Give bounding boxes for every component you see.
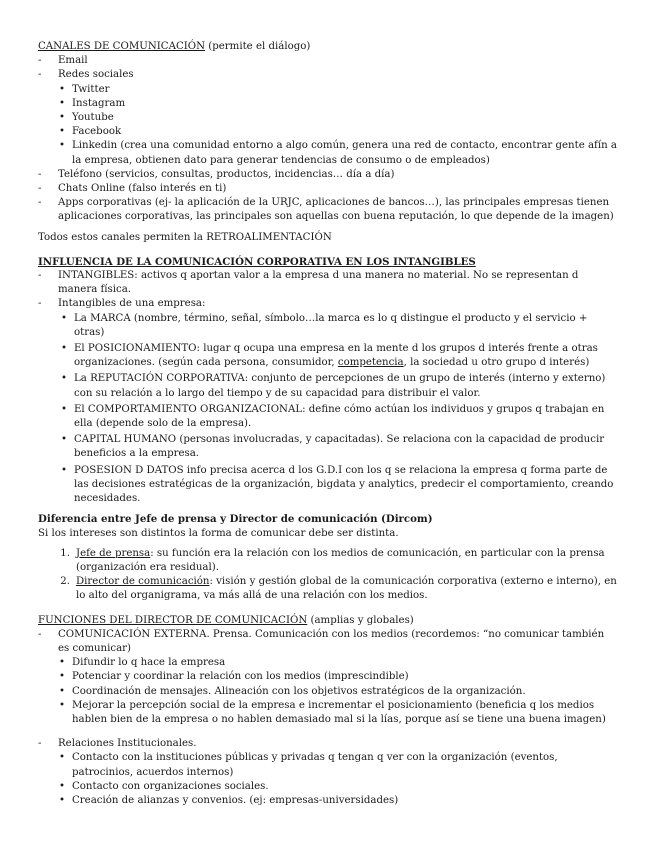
list-item-text: Difundir lo q hace la empresa <box>72 657 226 669</box>
list-item <box>54 312 618 340</box>
list-item <box>38 182 618 196</box>
list-item-text: Relaciones Institucionales. <box>58 738 197 750</box>
dash-marker: - <box>38 197 42 209</box>
list-item-text: Redes sociales <box>58 69 134 81</box>
list-item <box>38 737 618 751</box>
director-term: Director de comunicación <box>76 576 210 588</box>
bullet-marker: • <box>58 657 65 669</box>
list-item <box>38 297 618 311</box>
competencia-term: competencia <box>337 357 404 369</box>
list-item <box>48 547 618 575</box>
funciones-title: FUNCIONES DEL DIRECTOR DE COMUNICACIÓN <box>38 614 308 626</box>
funciones-title-note: (amplias y globales) <box>307 614 414 626</box>
list-item <box>52 83 618 97</box>
bullet-marker: • <box>58 671 65 683</box>
diferencia-intro: Si los intereses son distintos la forma de comunicar debe ser distinta. <box>38 527 399 539</box>
list-item <box>38 269 618 297</box>
list-item <box>52 97 618 111</box>
canales-title: CANALES DE COMUNICACIÓN <box>38 41 206 52</box>
list-item-text <box>76 547 618 575</box>
canales-heading <box>38 40 618 54</box>
list-item <box>52 670 618 684</box>
bullet-marker: • <box>60 403 67 415</box>
list-item-text: Teléfono (servicios, consultas, productos, incidencias… día a día) <box>58 168 395 180</box>
canales-summary: Todos estos canales permiten la RETROALIMENTACIÓN <box>38 231 332 243</box>
dash-marker: - <box>38 270 42 282</box>
list-item <box>38 196 618 224</box>
dash-marker: - <box>38 55 42 67</box>
list-item-text: Email <box>58 55 88 67</box>
list-item <box>52 780 618 794</box>
canales-title-note: (permite el diálogo) <box>205 41 311 52</box>
bullet-marker: • <box>60 343 67 355</box>
bullet-marker: • <box>58 685 65 697</box>
list-item-text: Twitter <box>72 83 110 95</box>
dash-marker: - <box>38 168 42 180</box>
list-item <box>52 139 618 167</box>
document-page <box>38 38 618 808</box>
list-item-text: Intangibles de una empresa: <box>58 298 206 310</box>
bullet-marker: • <box>60 312 67 324</box>
list-item-text: Contacto con la instituciones públicas y privadas q tengan q ver con la organización (eventos, patrocinios, acuerdos internos) <box>72 752 558 778</box>
list-item-text: El COMPORTAMIENTO ORGANIZACIONAL: define cómo actúan los individuos y grupos q trabajan en ella (depende solo de la empresa). <box>74 403 605 430</box>
bullet-marker: • <box>60 434 67 446</box>
bullet-marker: • <box>60 464 67 476</box>
list-item <box>54 342 618 370</box>
list-item-text: Creación de alianzas y convenios. (ej: empresas-universidades) <box>72 794 399 806</box>
diferencia-title: Diferencia entre Jefe de prensa y Director de comunicación (Dircom) <box>38 513 433 526</box>
bullet-marker: • <box>58 83 65 95</box>
bullet-marker: • <box>58 126 65 138</box>
bullet-marker: • <box>58 699 65 711</box>
list-item-text: Chats Online (falso interés en ti) <box>58 183 227 195</box>
list-item <box>52 111 618 125</box>
number-marker: 2. <box>60 576 70 588</box>
posicionamiento-text: El POSICIONAMIENTO: lugar q ocupa una empresa en la mente d los grupos d interés frente a otras organizaciones. (según cada persona, consumidor, <box>74 343 598 369</box>
director-text: : visión y gestión global de la comunicación corporativa (externo e interno), en lo alto del organigrama, va más allá de una relación con los medios. <box>76 576 617 602</box>
bullet-marker: • <box>58 112 65 124</box>
list-item-text: Coordinación de mensajes. Alineación con los objetivos estratégicos de la organización. <box>72 685 526 697</box>
list-item-text: Linkedin (crea una comunidad entorno a algo común, genera una red de contacto, encontrar gente afín a la empresa, obtienen dato para generar tendencias de consumo o de empleados) <box>72 140 617 166</box>
list-item <box>38 54 618 68</box>
list-item <box>54 464 618 507</box>
list-item <box>52 125 618 139</box>
bullet-marker: • <box>58 140 65 152</box>
list-item-text: POSESION D DATOS info precisa acerca d los G.D.I con los q se relaciona la empresa q forma parte de las decisiones estratégicas de la organización, bigdata y analytics, predecir el comportamiento, creando necesidades. <box>74 464 614 505</box>
list-item <box>38 628 618 656</box>
bullet-marker: • <box>58 752 65 764</box>
list-item <box>52 751 618 779</box>
list-item-text: Facebook <box>72 126 122 138</box>
list-item-text: La MARCA (nombre, término, señal, símbolo…la marca es lo q distingue el producto y el servicio + otras) <box>74 312 588 338</box>
list-item-text: CAPITAL HUMANO (personas involucradas, y capacitadas). Se relaciona con la capacidad de producir beneficios a la empresa. <box>74 434 605 460</box>
list-item <box>54 433 618 461</box>
list-item <box>52 699 618 727</box>
list-item-text: Contacto con organizaciones sociales. <box>72 780 269 792</box>
list-item <box>54 403 618 431</box>
jefe-prensa-term: Jefe de prensa <box>76 547 151 559</box>
dash-marker: - <box>38 738 42 750</box>
list-item <box>52 794 618 808</box>
list-item-text: La REPUTACIÓN CORPORATIVA: conjunto de percepciones de un grupo de interés (interno y externo) con su relación a lo largo del tiempo y de su capacidad para distribuir el valor. <box>74 373 606 399</box>
bullet-marker: • <box>58 97 65 109</box>
dash-marker: - <box>38 298 42 310</box>
bullet-marker: • <box>58 780 65 792</box>
list-item-text: INTANGIBLES: activos q aportan valor a la empresa d una manera no material. No se representan d manera física. <box>58 270 579 296</box>
jefe-prensa-text: : su función era la relación con los medios de comunicación, en particular con la prensa (organización era residual). <box>76 547 605 573</box>
list-item <box>52 656 618 670</box>
list-item-text: Youtube <box>72 112 114 124</box>
bullet-marker: • <box>58 794 65 806</box>
list-item <box>38 68 618 82</box>
list-item-text: Apps corporativas (ej- la aplicación de la URJC, aplicaciones de bancos…), las principales empresas tienen aplicaciones corporativas, las principales son aquellas con buena reputación, lo que depende de la imagen) <box>58 197 614 223</box>
dash-marker: - <box>38 628 42 640</box>
list-item <box>54 372 618 400</box>
dash-marker: - <box>38 183 42 195</box>
list-item-text: Instagram <box>72 97 126 109</box>
influencia-title: INFLUENCIA DE LA COMUNICACIÓN CORPORATIVA EN LOS INTANGIBLES <box>38 255 476 268</box>
list-item <box>52 685 618 699</box>
dash-marker: - <box>38 69 42 81</box>
posicionamiento-tail: , la sociedad u otro grupo d interés) <box>403 357 590 369</box>
list-item-text: COMUNICACIÓN EXTERNA. Prensa. Comunicación con los medios (recordemos: “no comunicar también es comunicar) <box>58 628 605 654</box>
list-item <box>48 575 618 603</box>
bullet-marker: • <box>60 373 67 385</box>
number-marker: 1. <box>60 547 70 559</box>
list-item-text <box>74 342 618 370</box>
list-item-text <box>76 575 618 603</box>
list-item-text: Mejorar la percepción social de la empresa e incrementar el posicionamiento (beneficia q los medios hablen bien de la empresa o no hablen demasiado mal si la lías, porque así se tiene una buena imagen) <box>72 699 606 725</box>
list-item <box>38 168 618 182</box>
funciones-heading <box>38 614 618 628</box>
list-item-text: Potenciar y coordinar la relación con los medios (imprescindible) <box>72 671 409 683</box>
